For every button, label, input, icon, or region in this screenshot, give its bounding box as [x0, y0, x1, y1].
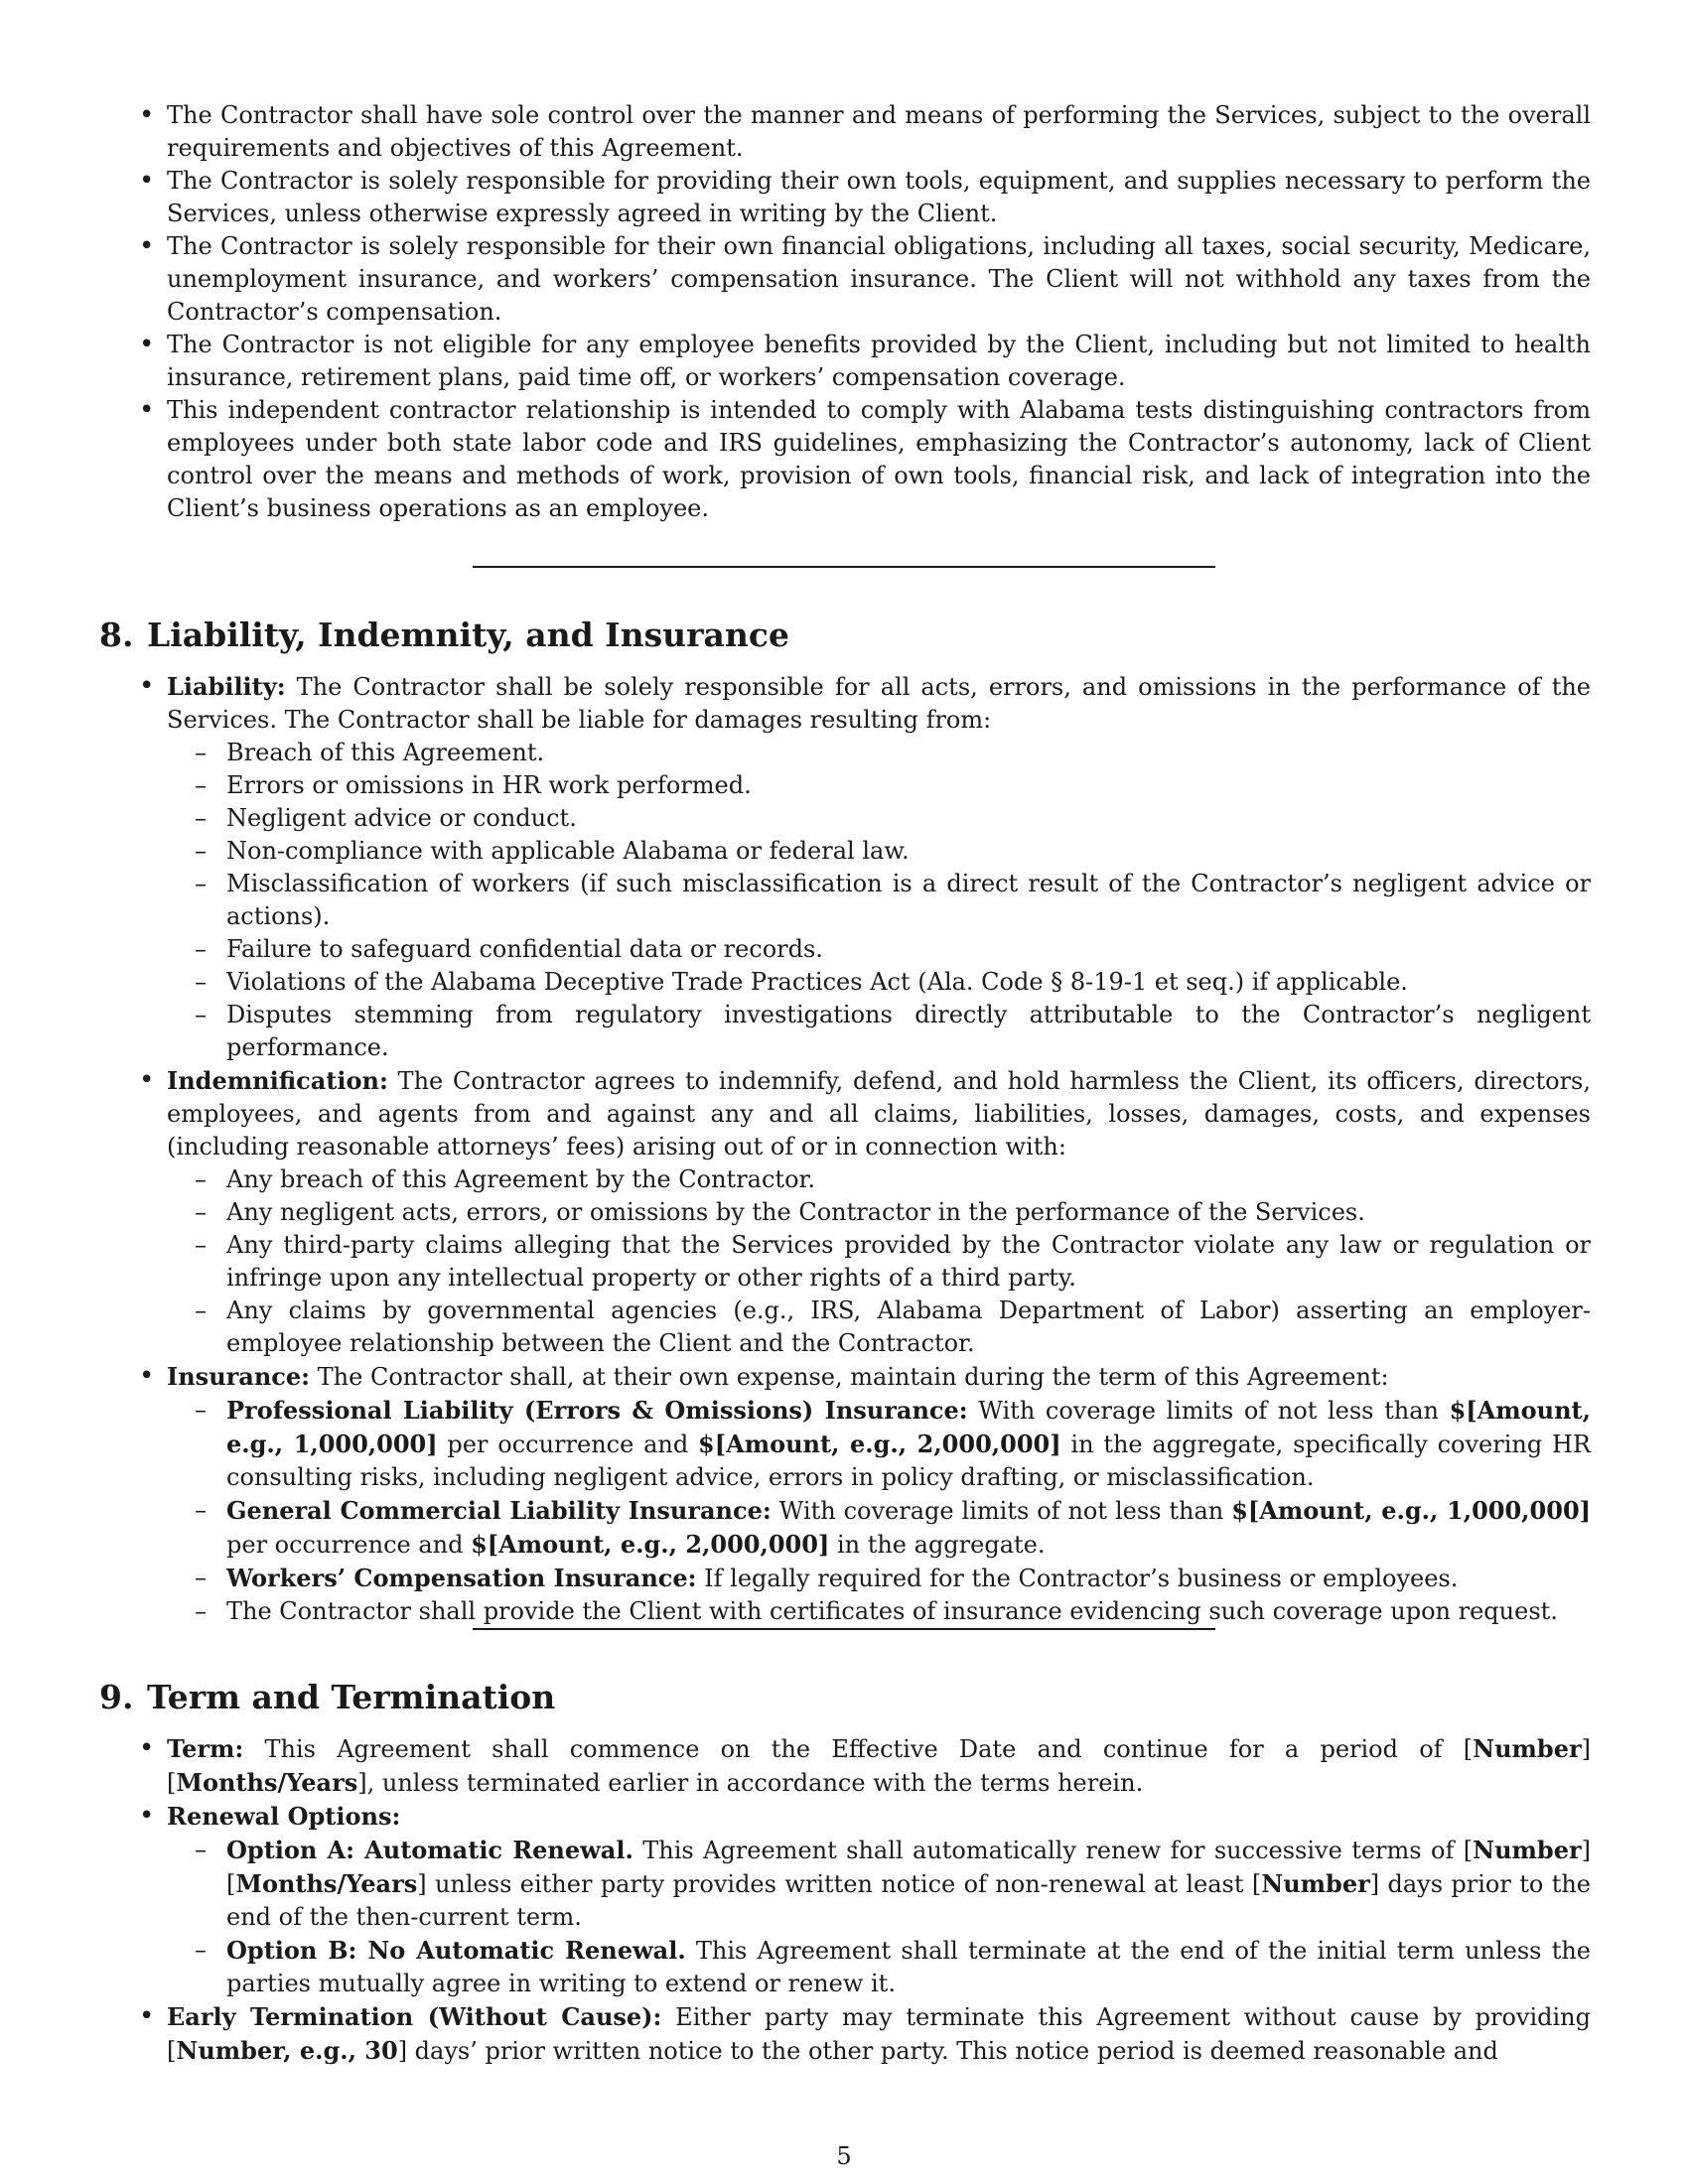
amount-placeholder: $[Amount, e.g., 2,000,000] [698, 1430, 1061, 1458]
list-item: – Violations of the Alabama Deceptive Trade Practices Act (Ala. Code § 8-19-1 et seq.) if applicable. [226, 966, 1591, 999]
workers-compensation-item [226, 1562, 1591, 1595]
clause-text: per occurrence and [226, 1531, 472, 1559]
page-number: 5 [836, 2142, 852, 2170]
list-item: – Breach of this Agreement. [226, 737, 1591, 769]
indemnification-sublist [167, 1163, 1591, 1360]
option-b-label: Option B: No Automatic Renewal. [226, 1936, 686, 1965]
insurance-item [167, 1360, 1591, 1628]
list-item: – Errors or omissions in HR work performed. [226, 769, 1591, 802]
section-8-body [99, 670, 1591, 1628]
list-item: – Any third-party claims alleging that the Services provided by the Contractor violate any law or regulation or infringe upon any intellectual property or other rights of a third party. [226, 1229, 1591, 1295]
section-8-list [99, 670, 1591, 1628]
clause-text: ] days’ prior written notice to the other party. This notice period is deemed reasonable and [397, 2037, 1498, 2065]
term-label: Term: [167, 1734, 244, 1763]
amount-placeholder: $[Amount, e.g., 1,000,000] [226, 1396, 1591, 1458]
general-liability-item [226, 1494, 1591, 1562]
renewal-sublist [167, 1834, 1591, 2000]
early-termination-item [167, 2000, 1591, 2068]
clause-text: ] days prior to the end of the then-current term. [226, 1870, 1591, 1931]
option-b-item [226, 1934, 1591, 2000]
term-item [167, 1732, 1591, 1800]
list-item: – Any breach of this Agreement by the Contractor. [226, 1163, 1591, 1196]
list-item: – Any negligent acts, errors, or omissions by the Contractor in the performance of the Services. [226, 1196, 1591, 1229]
list-item: • The Contractor shall have sole control over the manner and means of performing the Services, subject to the overall requirements and objectives of this Agreement. [167, 99, 1591, 165]
clause-text: in the aggregate. [829, 1531, 1046, 1559]
indemnification-item [167, 1064, 1591, 1360]
list-item: – Non-compliance with applicable Alabama or federal law. [226, 835, 1591, 868]
number-placeholder: Number, e.g., 30 [176, 2036, 398, 2065]
section-title: Term and Termination [147, 1678, 556, 1716]
section-8-heading [99, 615, 789, 655]
section-number: 9. [99, 1678, 134, 1716]
clause-text: ] unless either party provides written notice of non-renewal at least [ [417, 1870, 1262, 1898]
section-number: 8. [99, 615, 134, 654]
indemnification-label: Indemnification: [167, 1066, 388, 1095]
clause-text: With coverage limits of not less than [771, 1497, 1232, 1525]
liability-sublist [167, 737, 1591, 1064]
clause-text: Either party may terminate this Agreement without cause by providing [ [167, 2003, 1591, 2065]
list-item: – Misclassification of workers (if such misclassification is a direct result of the Contractor’s negligent advice or actions). [226, 868, 1591, 933]
section-divider [473, 1628, 1215, 1630]
section-title: Liability, Indemnity, and Insurance [147, 615, 790, 654]
unit-placeholder: Months/Years [235, 1869, 418, 1898]
liability-label: Liability: [167, 672, 286, 701]
option-a-label: Option A: Automatic Renewal. [226, 1836, 633, 1864]
section-9-body [99, 1732, 1591, 2068]
list-item: – Any claims by governmental agencies (e.g., IRS, Alabama Department of Labor) asserting an employer-employee relationship between the Client and the Contractor. [226, 1295, 1591, 1360]
indemnification-text: The Contractor agrees to indemnify, defend, and hold harmless the Client, its officers, directors, employees, and agents from and against any and all claims, liabilities, losses, damages, costs, and expenses (including reasonable attorneys’ fees) arising out of or in connection with: [167, 1067, 1591, 1160]
clause-text: per occurrence and [437, 1431, 699, 1458]
clause-text: ] [ [167, 1735, 1591, 1797]
clause-text: in the aggregate, specifically covering HR consulting risks, including negligent advice, errors in policy drafting, or misclassification. [226, 1431, 1591, 1491]
early-termination-label: Early Termination (Without Cause): [167, 2002, 662, 2031]
list-item: – Disputes stemming from regulatory investigations directly attributable to the Contractor’s negligent performance. [226, 999, 1591, 1064]
clause-text: With coverage limits of not less than [967, 1397, 1450, 1425]
renewal-label: Renewal Options: [167, 1802, 401, 1831]
clause-text: ], unless terminated earlier in accordance with the terms herein. [357, 1769, 1144, 1797]
contractor-status-list [99, 99, 1591, 525]
insurance-sublist [167, 1394, 1591, 1628]
number-placeholder: Number [1473, 1836, 1582, 1864]
clause-text: This Agreement shall automatically renew for successive terms of [ [633, 1837, 1474, 1864]
number-placeholder: Number [1473, 1734, 1582, 1763]
list-item: – Failure to safeguard confidential data or records. [226, 933, 1591, 966]
clause-text: If legally required for the Contractor’s business or employees. [696, 1565, 1459, 1592]
professional-liability-item [226, 1394, 1591, 1494]
professional-liability-label: Professional Liability (Errors & Omissions) Insurance: [226, 1396, 968, 1425]
workers-compensation-label: Workers’ Compensation Insurance: [226, 1564, 697, 1592]
liability-text: The Contractor shall be solely responsible for all acts, errors, and omissions in the performance of the Services. The Contractor shall be liable for damages resulting from: [167, 673, 1591, 734]
general-liability-label: General Commercial Liability Insurance: [226, 1496, 772, 1525]
insurance-text: The Contractor shall, at their own expense, maintain during the term of this Agreement: [310, 1363, 1389, 1391]
insurance-label: Insurance: [167, 1362, 311, 1391]
section-9-list [99, 1732, 1591, 2068]
clause-text: This Agreement shall terminate at the end of the initial term unless the parties mutually agree in writing to extend or renew it. [226, 1937, 1591, 1997]
clause-text: This Agreement shall commence on the Effective Date and continue for a period of [ [243, 1735, 1474, 1763]
list-item: • The Contractor is solely responsible for providing their own tools, equipment, and supplies necessary to perform the Services, unless otherwise expressly agreed in writing by the Client. [167, 165, 1591, 230]
contractor-status-list-container [99, 99, 1591, 525]
clause-text: ] [ [226, 1837, 1591, 1898]
unit-placeholder: Months/Years [176, 1768, 358, 1797]
option-a-item [226, 1834, 1591, 1934]
renewal-item [167, 1800, 1591, 2000]
amount-placeholder: $[Amount, e.g., 2,000,000] [471, 1530, 830, 1559]
liability-item [167, 670, 1591, 1064]
number-placeholder: Number [1261, 1869, 1370, 1898]
list-item: • This independent contractor relationship is intended to comply with Alabama tests distinguishing contractors from employees under both state labor code and IRS guidelines, emphasizing the Contractor’s autonomy, lack of Client control over the means and methods of work, provision of own tools, financial risk, and lack of integration into the Client’s business operations as an employee. [167, 394, 1591, 525]
amount-placeholder: $[Amount, e.g., 1,000,000] [1231, 1496, 1591, 1525]
section-9-heading [99, 1678, 555, 1717]
certificates-item: – The Contractor shall provide the Client with certificates of insurance evidencing such coverage upon request. [226, 1595, 1591, 1628]
list-item: • The Contractor is not eligible for any employee benefits provided by the Client, including but not limited to health insurance, retirement plans, paid time off, or workers’ compensation coverage. [167, 329, 1591, 394]
section-divider [473, 566, 1215, 568]
list-item: – Negligent advice or conduct. [226, 802, 1591, 835]
list-item: • The Contractor is solely responsible for their own financial obligations, including all taxes, social security, Medicare, unemployment insurance, and workers’ compensation insurance. The Client will not withhold any taxes from the Contractor’s compensation. [167, 230, 1591, 329]
